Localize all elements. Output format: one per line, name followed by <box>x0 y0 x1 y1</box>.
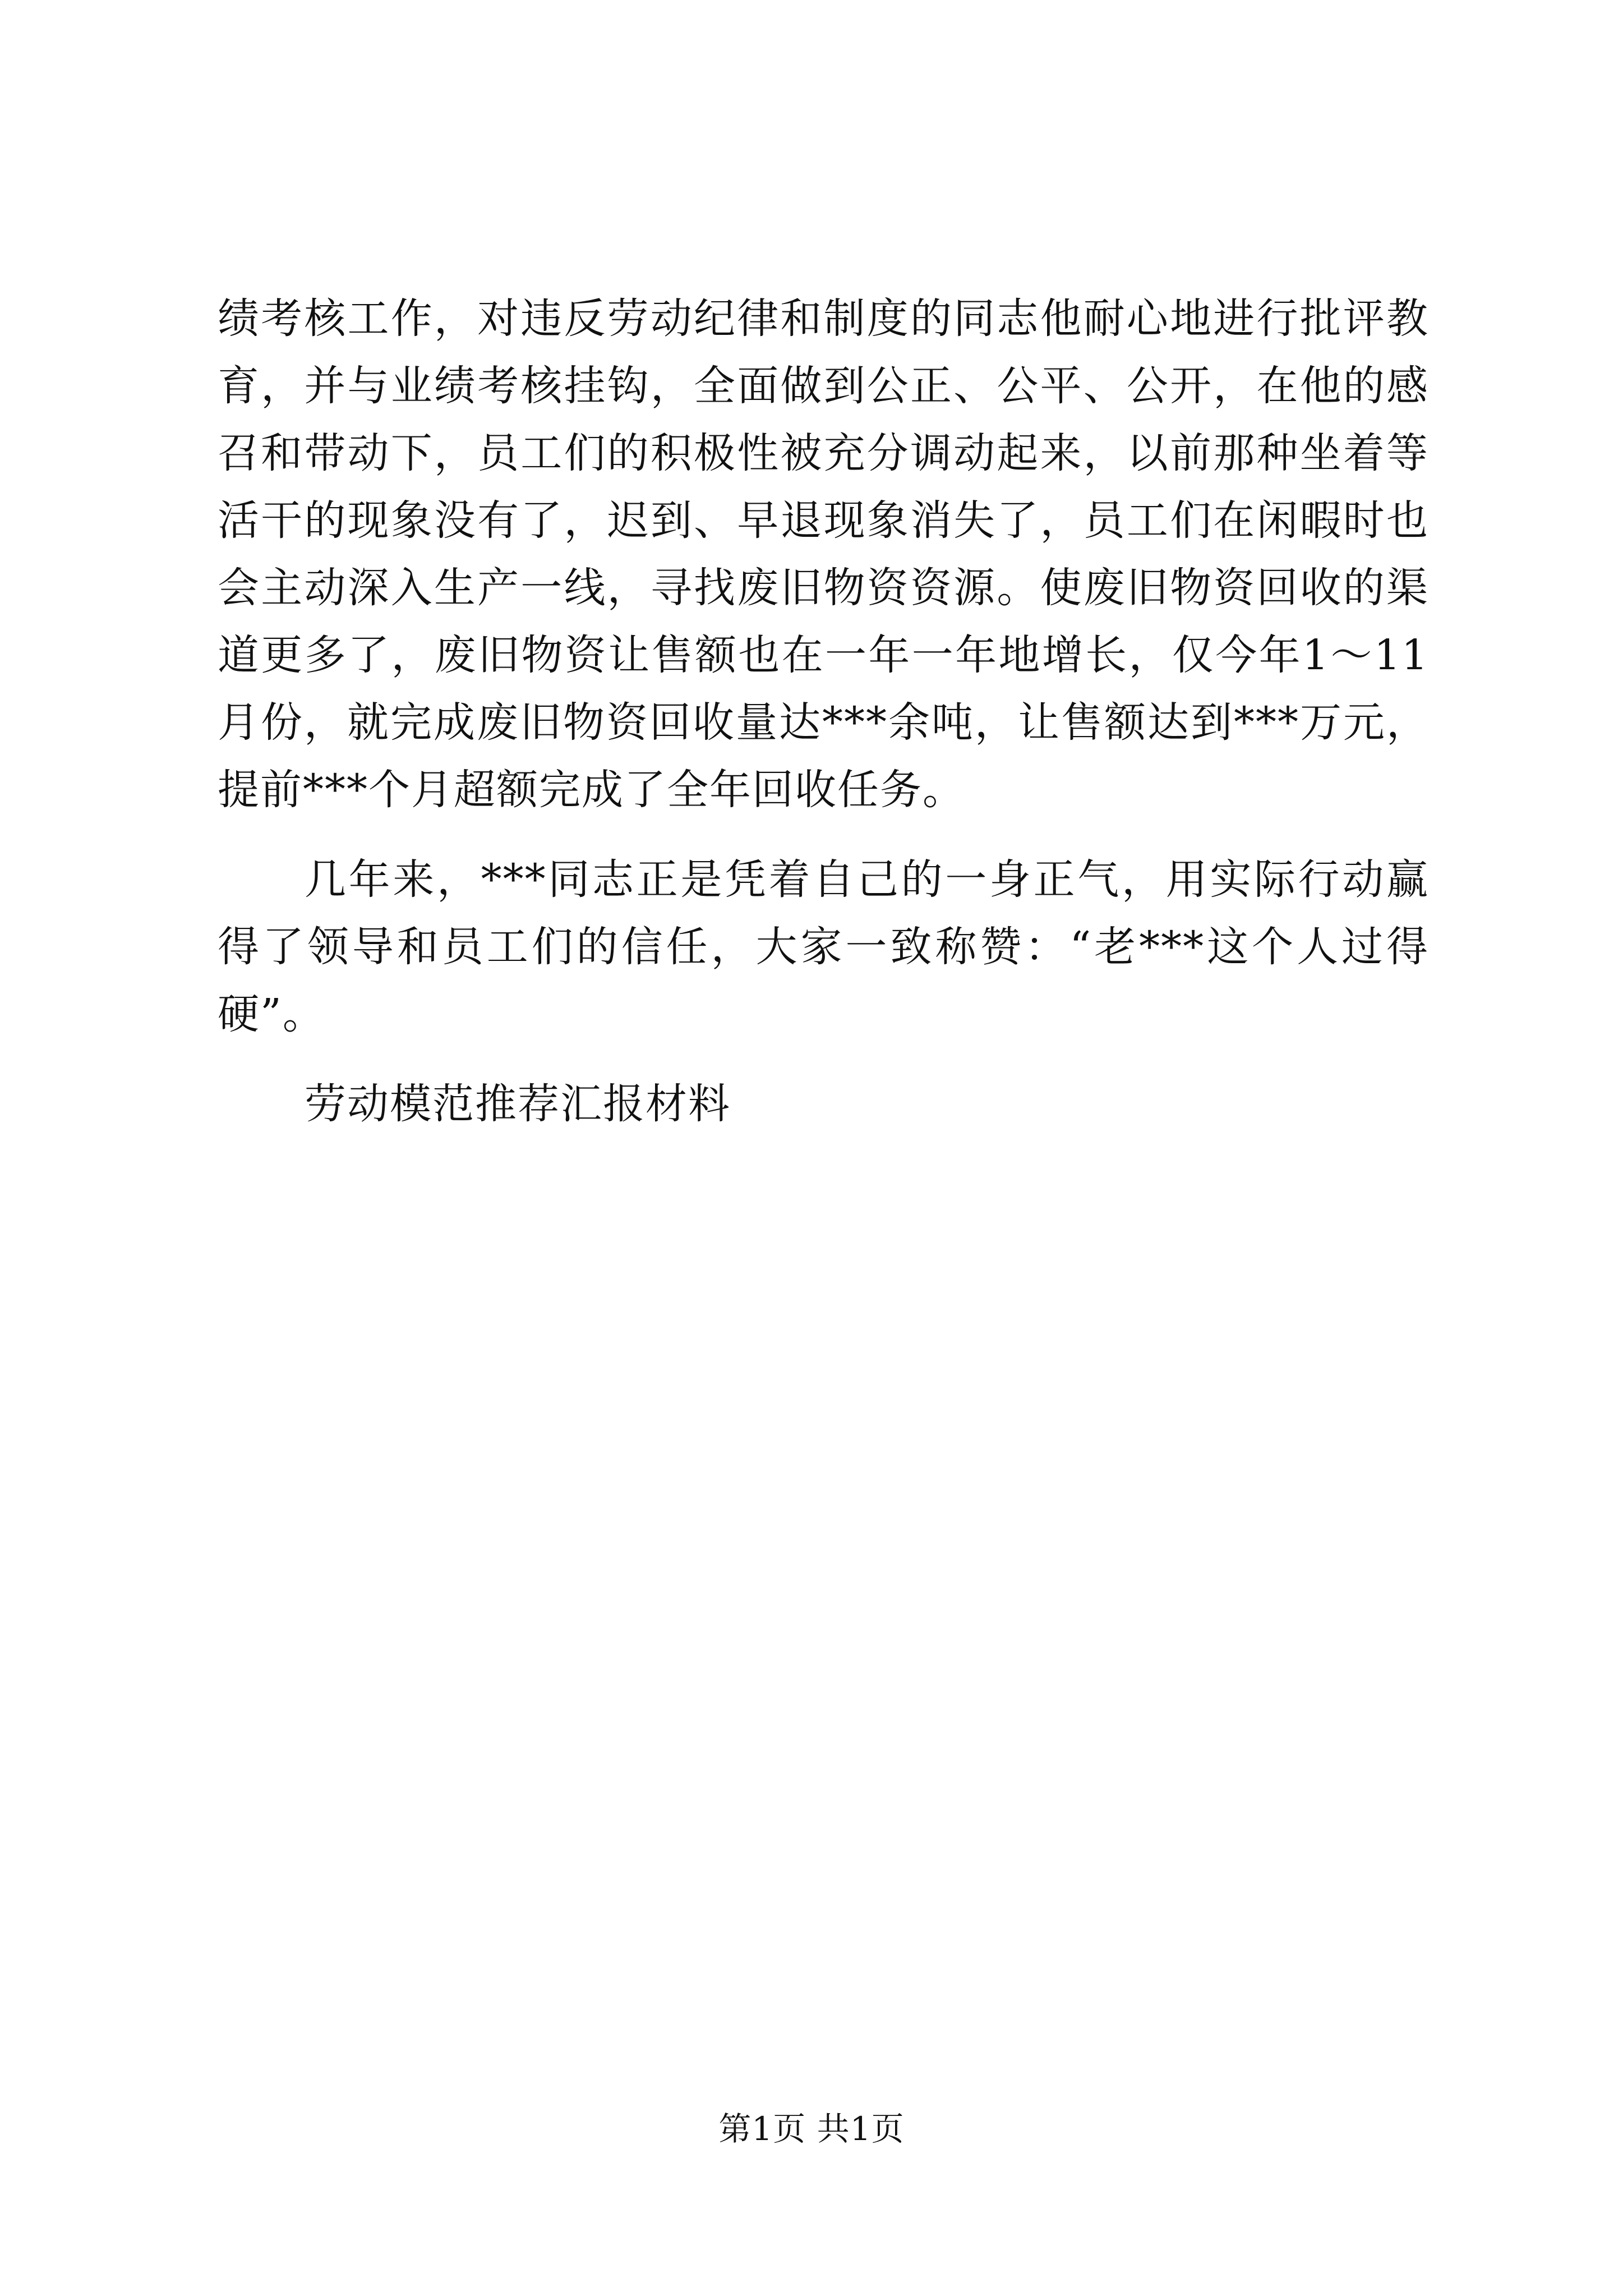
paragraph-line: 召和带动下，员工们的积极性被充分调动起来，以前那种坐着等 <box>218 429 1429 477</box>
paragraph-line: 绩考核工作，对违反劳动纪律和制度的同志他耐心地进行批评教 <box>218 295 1429 343</box>
paragraph-1 <box>218 285 1429 823</box>
paragraph-2 <box>218 846 1429 1048</box>
paragraph-line: 得了领导和员工们的信任，大家一致称赞：“老***这个人过得 <box>218 923 1429 971</box>
paragraph-line: 硬”。 <box>218 990 325 1038</box>
paragraph-line: 月份，就完成废旧物资回收量达***余吨，让售额达到***万元， <box>218 698 1429 747</box>
closing-title: 劳动模范推荐汇报材料 <box>305 1080 731 1128</box>
page-number-footer: 第1页 共1页 <box>718 2110 905 2148</box>
paragraph-line: 几年来，***同志正是凭着自己的一身正气，用实际行动赢 <box>305 855 1429 904</box>
paragraph-line: 育，并与业绩考核挂钩，全面做到公正、公平、公开，在他的感 <box>218 362 1429 410</box>
paragraph-line: 提前***个月超额完成了全年回收任务。 <box>218 766 965 814</box>
document-body <box>218 285 1429 1138</box>
paragraph-line: 活干的现象没有了，迟到、早退现象消失了，员工们在闲暇时也 <box>218 496 1429 545</box>
paragraph-line: 会主动深入生产一线，寻找废旧物资资源。使废旧物资回收的渠 <box>218 564 1429 612</box>
paragraph-line: 道更多了，废旧物资让售额也在一年一年地增长，仅今年1～11 <box>218 631 1429 679</box>
